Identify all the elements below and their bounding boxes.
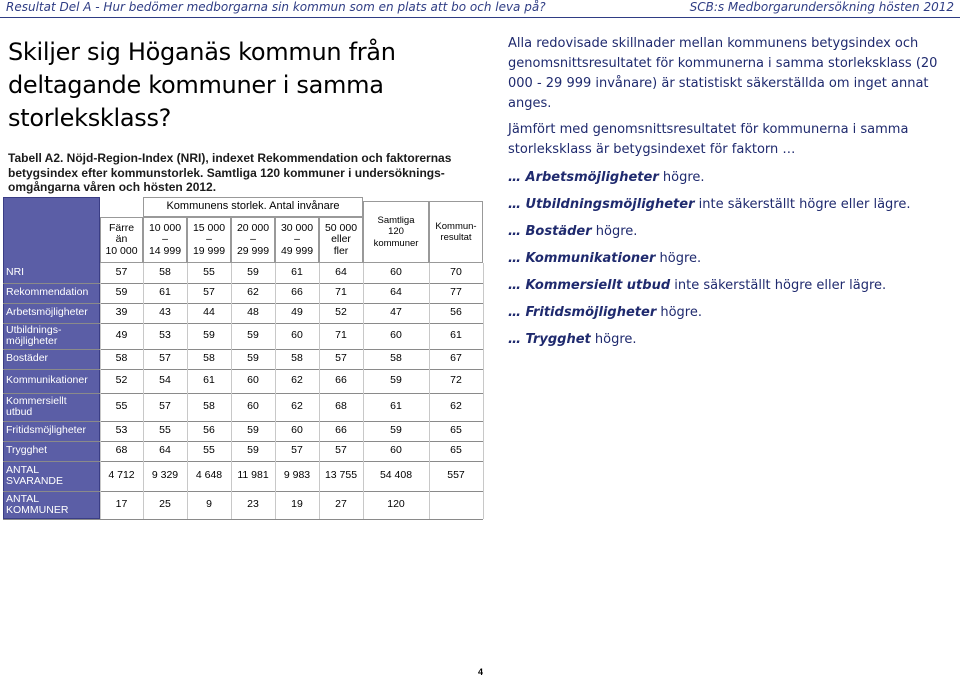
table-caption: Tabell A2. Nöjd-Region-Index (NRI), indexet Rekommendation och faktorernas betygsindex efter kommunstorlek. Samtliga 120 kommuner i undersöknings-omgångarna våren och hösten 2012. <box>8 151 452 194</box>
comparison-paragraph: Jämfört med genomsnittsresultatet för kommunerna i samma storleksklass är betygsindexet för faktorn … <box>508 122 909 157</box>
bullet-item <box>508 276 954 296</box>
row-label-line: KOMMUNER <box>6 504 69 516</box>
table-cell: 54 408 <box>379 469 413 482</box>
bullet-factor: … Kommersiellt utbud <box>508 278 671 293</box>
page-title: Skiljer sig Höganäs kommun från deltagande kommuner i samma storleksklass? <box>8 38 396 132</box>
header-left-text: Resultat Del A - Hur bedömer medborgarna sin kommun som en plats att bo och leva på? <box>6 0 546 14</box>
bullet-factor: … Bostäder <box>508 224 592 239</box>
table-cell: 19 <box>291 498 303 511</box>
bullet-verdict: högre. <box>658 170 705 185</box>
bullet-item <box>508 249 954 269</box>
row-label-line: ANTAL <box>6 492 40 505</box>
table-cell: 9 <box>206 498 212 511</box>
row-label <box>6 303 100 323</box>
column-header <box>319 217 363 263</box>
table-cell: 72 <box>450 374 462 387</box>
table-cell: 55 <box>203 266 215 279</box>
table-cell: 71 <box>335 329 347 342</box>
bullet-factor: … Trygghet <box>508 332 591 347</box>
column-header-line: 29 999 <box>236 244 270 257</box>
table-cell: 120 <box>387 498 405 511</box>
column-header-line: 10 000 <box>105 244 138 257</box>
column-header-line: än <box>115 233 128 246</box>
table-cell: 47 <box>390 306 402 319</box>
row-label-line: möjligheter <box>6 335 58 347</box>
table-cell: 4 648 <box>195 469 223 482</box>
column-header-line: 30 000 <box>280 221 314 234</box>
table-cell: 68 <box>335 400 347 413</box>
table-cell: 27 <box>335 498 347 511</box>
column-header <box>429 201 483 263</box>
table-cell: 59 <box>115 286 128 299</box>
table-cell: 49 <box>115 329 128 342</box>
table-cell: 17 <box>115 498 128 511</box>
column-header-line: 14 999 <box>148 244 182 257</box>
table-cell: 58 <box>159 266 171 279</box>
row-label <box>6 283 100 303</box>
table-cell: 60 <box>291 424 303 437</box>
column-header <box>275 217 319 263</box>
bullet-factor: … Arbetsmöjligheter <box>508 170 659 185</box>
bullet-item <box>508 303 954 323</box>
bullet-item <box>508 222 954 242</box>
row-label-line: Bostäder <box>6 352 49 365</box>
column-header-line: – <box>162 233 168 246</box>
table-cell: 54 <box>159 374 171 387</box>
row-label-line: Utbildnings- <box>6 323 62 336</box>
column-header-line: eller <box>331 233 351 246</box>
row-label <box>6 263 100 283</box>
table-cell: 49 <box>291 306 303 319</box>
table-cell: 557 <box>447 469 465 482</box>
table-cell: 65 <box>450 444 462 457</box>
column-divider <box>187 263 188 519</box>
table-cell: 60 <box>390 266 402 279</box>
table-cell: 67 <box>450 352 462 365</box>
column-divider <box>100 263 101 519</box>
page-number: 4 <box>478 667 484 677</box>
table-cell: 62 <box>291 400 303 413</box>
table-cell: 57 <box>335 352 347 365</box>
table-cell <box>429 491 483 519</box>
row-label-line: Kommunikationer <box>6 374 88 387</box>
table-cell: 70 <box>450 266 462 279</box>
table-cell: 58 <box>115 352 128 365</box>
table-cell: 60 <box>291 329 303 342</box>
row-label-line: utbud <box>6 406 33 418</box>
row-label <box>6 393 100 421</box>
column-divider <box>483 263 484 519</box>
row-label-line: SVARANDE <box>6 475 63 487</box>
table-cell: 55 <box>203 444 215 457</box>
table-cell: 60 <box>390 329 402 342</box>
table-cell: 13 755 <box>324 469 358 482</box>
table-cell: 62 <box>450 400 462 413</box>
table-cell: 59 <box>247 424 259 437</box>
column-header-line: 19 999 <box>192 244 226 257</box>
row-label <box>6 441 100 461</box>
column-divider <box>143 263 144 519</box>
table-cell: 61 <box>291 266 303 279</box>
table-cell: 59 <box>247 352 259 365</box>
table-cell: 57 <box>203 286 215 299</box>
table-cell: 60 <box>247 400 259 413</box>
column-header-line: 10 000 <box>148 221 182 234</box>
bullet-list <box>508 168 954 350</box>
table-cell: 9 983 <box>283 469 311 482</box>
table-cell: 57 <box>335 444 347 457</box>
table-cell: 58 <box>203 400 215 413</box>
table-cell: 64 <box>390 286 402 299</box>
table-cell: 53 <box>115 424 128 437</box>
table-cell: 56 <box>203 424 215 437</box>
column-header <box>143 217 187 263</box>
table-cell: 58 <box>203 352 215 365</box>
row-label <box>6 323 100 349</box>
bullet-verdict: högre. <box>591 224 638 239</box>
column-header-line: resultat <box>440 232 472 243</box>
column-divider <box>231 263 232 519</box>
bullet-factor: … Kommunikationer <box>508 251 656 266</box>
column-header-line: kommuner <box>373 237 419 249</box>
table-cell: 61 <box>159 286 171 299</box>
column-header-line: 15 000 <box>192 221 226 234</box>
header-right-text: SCB:s Medborgarundersökning hösten 2012 <box>689 0 954 14</box>
table-cell: 56 <box>450 306 462 319</box>
table-cell: 65 <box>450 424 462 437</box>
column-header-line: 49 999 <box>280 244 314 257</box>
row-label <box>6 349 100 369</box>
bullet-item <box>508 195 954 215</box>
column-header <box>100 217 143 263</box>
table-cell: 61 <box>203 374 215 387</box>
table-cell: 43 <box>159 306 171 319</box>
header-rule <box>0 17 960 18</box>
table-cell: 59 <box>203 329 215 342</box>
table-cell: 59 <box>247 329 259 342</box>
bullet-factor: … Fritidsmöjligheter <box>508 305 657 320</box>
bullet-verdict: högre. <box>655 251 702 266</box>
table-cell: 25 <box>159 498 171 511</box>
table-cell: 59 <box>247 444 259 457</box>
row-label <box>6 491 100 519</box>
row-label-line: NRI <box>6 266 25 279</box>
row-label-line: Arbetsmöjligheter <box>6 306 88 319</box>
table-cell: 59 <box>247 266 259 279</box>
table-cell: 23 <box>247 498 259 511</box>
column-header-line: fler <box>333 244 349 257</box>
table-cell: 57 <box>159 352 171 365</box>
table-cell: 57 <box>159 400 171 413</box>
table-cell: 66 <box>335 374 347 387</box>
table-cell: 53 <box>159 329 171 342</box>
row-label <box>6 421 100 441</box>
table-cell: 59 <box>390 374 402 387</box>
table-cell: 48 <box>247 306 259 319</box>
table-cell: 11 981 <box>237 469 269 482</box>
bullet-verdict: högre. <box>590 332 637 347</box>
table-cell: 58 <box>390 352 402 365</box>
column-header-line: Samtliga <box>377 214 415 226</box>
column-header-line: – <box>206 233 212 246</box>
table-cell: 57 <box>291 444 303 457</box>
column-divider <box>275 263 276 519</box>
table-cell: 4 712 <box>108 469 135 482</box>
intro-paragraph: Alla redovisade skillnader mellan kommunens betygsindex och genomsnittsresultatet för kommunerna i samma storleksklass (20 000 - 29 999 invånare) är statistiskt säkerställda om inget annat anges. <box>508 36 938 111</box>
size-group-header: Kommunens storlek. Antal invånare <box>166 200 340 213</box>
table-cell: 68 <box>115 444 128 457</box>
column-header-line: 20 000 <box>236 221 270 234</box>
table-cell: 55 <box>115 400 128 413</box>
table-cell: 52 <box>115 374 128 387</box>
column-header <box>231 217 275 263</box>
bullet-verdict: högre. <box>656 305 703 320</box>
row-label-line: Fritidsmöjligheter <box>6 424 86 437</box>
column-header-line: – <box>294 233 300 246</box>
column-header-line: Färre <box>108 221 135 234</box>
row-label-line: Kommersiellt <box>6 394 67 407</box>
column-divider <box>363 263 364 519</box>
row-label-line: ANTAL <box>6 463 40 476</box>
table-cell: 66 <box>335 424 347 437</box>
table-cell: 61 <box>450 329 462 342</box>
table-cell: 55 <box>159 424 171 437</box>
table-cell: 39 <box>115 306 128 319</box>
table-cell: 52 <box>335 306 347 319</box>
bullet-verdict: inte säkerställt högre eller lägre. <box>694 197 911 212</box>
table-cell: 59 <box>390 424 402 437</box>
column-header-line: 120 <box>388 226 404 238</box>
column-header <box>187 217 231 263</box>
table-cell: 71 <box>335 286 347 299</box>
row-label <box>6 369 100 393</box>
column-divider <box>429 263 430 519</box>
table-cell: 77 <box>450 286 462 299</box>
table-cell: 58 <box>291 352 303 365</box>
bullet-item <box>508 330 954 350</box>
bullet-factor: … Utbildningsmöjligheter <box>508 197 695 212</box>
column-header <box>363 201 429 263</box>
page-header <box>6 0 954 16</box>
right-column <box>508 34 954 357</box>
table-cell: 9 329 <box>151 469 179 482</box>
table-cell: 60 <box>247 374 259 387</box>
table-cell: 66 <box>291 286 303 299</box>
column-header-line: 50 000 <box>324 221 358 234</box>
column-header-line: – <box>250 233 256 246</box>
column-divider <box>319 263 320 519</box>
table-cell: 60 <box>390 444 402 457</box>
bullet-verdict: inte säkerställt högre eller lägre. <box>670 278 887 293</box>
table-cell: 61 <box>390 400 402 413</box>
row-label <box>6 461 100 491</box>
table-cell: 44 <box>203 306 215 319</box>
table-cell: 57 <box>115 266 128 279</box>
table-cell: 62 <box>247 286 259 299</box>
table-cell: 64 <box>159 444 171 457</box>
row-label-line: Rekommendation <box>6 286 89 299</box>
bullet-item <box>508 168 954 188</box>
row-divider <box>3 519 483 520</box>
row-label-line: Trygghet <box>6 444 48 457</box>
table-cell: 62 <box>291 374 303 387</box>
column-header-line: Kommun- <box>435 220 477 232</box>
table-cell: 64 <box>335 266 347 279</box>
